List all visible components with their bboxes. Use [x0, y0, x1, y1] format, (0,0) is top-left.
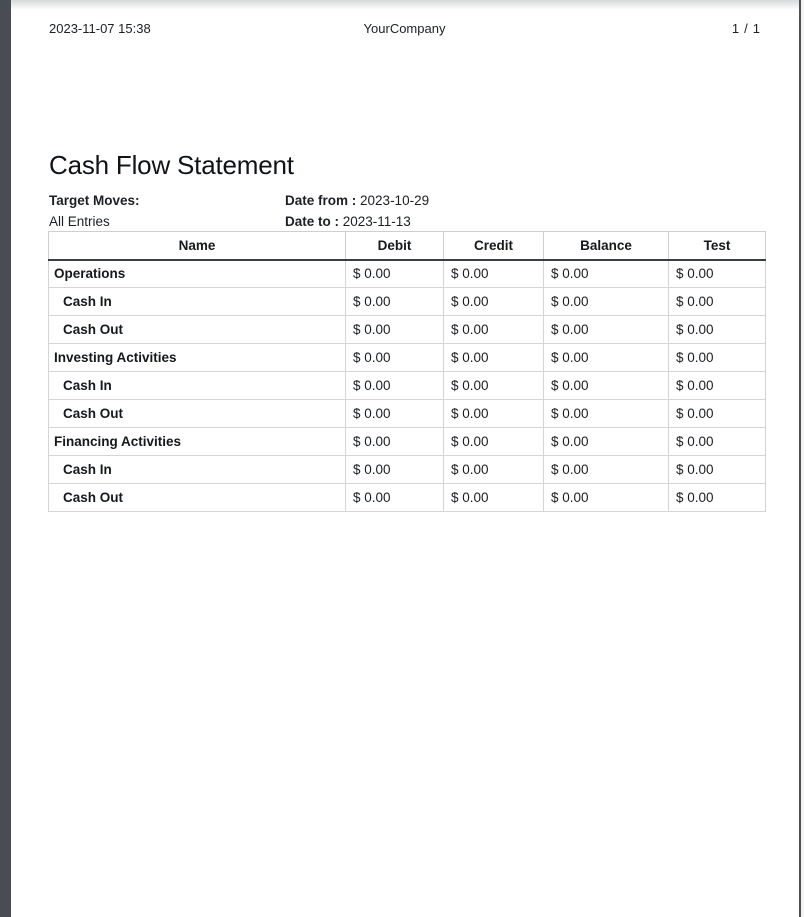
row-test: $ 0.00 — [669, 288, 766, 316]
date-to-line — [285, 211, 429, 232]
row-debit: $ 0.00 — [346, 372, 444, 400]
row-debit: $ 0.00 — [346, 260, 444, 288]
row-test: $ 0.00 — [669, 428, 766, 456]
print-datetime: 2023-11-07 15:38 — [49, 21, 151, 36]
table-row — [49, 288, 766, 316]
row-name: Cash In — [49, 456, 346, 484]
row-name: Financing Activities — [49, 428, 346, 456]
viewer-right-edge — [799, 0, 804, 917]
viewer-left-edge — [0, 0, 11, 917]
column-test: Test — [669, 232, 766, 260]
row-test: $ 0.00 — [669, 260, 766, 288]
row-balance: $ 0.00 — [544, 456, 669, 484]
row-credit: $ 0.00 — [444, 344, 544, 372]
table-row — [49, 456, 766, 484]
row-balance: $ 0.00 — [544, 316, 669, 344]
row-name: Investing Activities — [49, 344, 346, 372]
page-number — [732, 21, 760, 36]
target-moves-value: All Entries — [49, 214, 110, 229]
page-total: 1 — [752, 21, 760, 36]
report-filters — [49, 190, 429, 232]
row-credit: $ 0.00 — [444, 316, 544, 344]
row-name: Cash Out — [49, 316, 346, 344]
table-row — [49, 428, 766, 456]
row-debit: $ 0.00 — [346, 484, 444, 512]
table-header — [49, 232, 766, 260]
row-test: $ 0.00 — [669, 344, 766, 372]
row-test: $ 0.00 — [669, 456, 766, 484]
row-test: $ 0.00 — [669, 400, 766, 428]
row-credit: $ 0.00 — [444, 260, 544, 288]
row-balance: $ 0.00 — [544, 260, 669, 288]
row-balance: $ 0.00 — [544, 372, 669, 400]
column-name: Name — [49, 232, 346, 260]
date-to-label: Date to : — [285, 214, 339, 229]
page-header — [49, 21, 760, 37]
row-debit: $ 0.00 — [346, 288, 444, 316]
row-name: Cash Out — [49, 400, 346, 428]
row-balance: $ 0.00 — [544, 428, 669, 456]
table-row — [49, 484, 766, 512]
row-balance: $ 0.00 — [544, 400, 669, 428]
column-debit: Debit — [346, 232, 444, 260]
row-name: Operations — [49, 260, 346, 288]
row-balance: $ 0.00 — [544, 484, 669, 512]
row-balance: $ 0.00 — [544, 288, 669, 316]
page-current: 1 — [731, 21, 740, 36]
row-credit: $ 0.00 — [444, 428, 544, 456]
viewer-top-shadow — [11, 0, 804, 10]
row-name: Cash Out — [49, 484, 346, 512]
column-credit: Credit — [444, 232, 544, 260]
row-credit: $ 0.00 — [444, 288, 544, 316]
row-debit: $ 0.00 — [346, 456, 444, 484]
row-balance: $ 0.00 — [544, 344, 669, 372]
report-page — [11, 0, 799, 917]
row-name: Cash In — [49, 288, 346, 316]
row-test: $ 0.00 — [669, 372, 766, 400]
row-credit: $ 0.00 — [444, 400, 544, 428]
column-balance: Balance — [544, 232, 669, 260]
company-name: YourCompany — [363, 21, 446, 36]
page-separator: / — [744, 21, 748, 36]
date-from-line — [285, 190, 429, 211]
table-row — [49, 372, 766, 400]
table-row — [49, 344, 766, 372]
row-debit: $ 0.00 — [346, 344, 444, 372]
table-row — [49, 260, 766, 288]
row-debit: $ 0.00 — [346, 400, 444, 428]
table-row — [49, 316, 766, 344]
table-body — [49, 260, 766, 512]
row-credit: $ 0.00 — [444, 372, 544, 400]
row-debit: $ 0.00 — [346, 316, 444, 344]
table-header-row — [49, 232, 766, 260]
date-from-value: 2023-10-29 — [360, 193, 430, 208]
target-moves-label: Target Moves: — [49, 193, 140, 208]
date-from-label: Date from : — [285, 193, 357, 208]
row-credit: $ 0.00 — [444, 456, 544, 484]
row-test: $ 0.00 — [669, 484, 766, 512]
cash-flow-table — [48, 231, 766, 512]
row-debit: $ 0.00 — [346, 428, 444, 456]
row-test: $ 0.00 — [669, 316, 766, 344]
date-to-value: 2023-11-13 — [342, 214, 411, 229]
table-row — [49, 400, 766, 428]
report-title: Cash Flow Statement — [49, 150, 294, 180]
row-credit: $ 0.00 — [444, 484, 544, 512]
row-name: Cash In — [49, 372, 346, 400]
